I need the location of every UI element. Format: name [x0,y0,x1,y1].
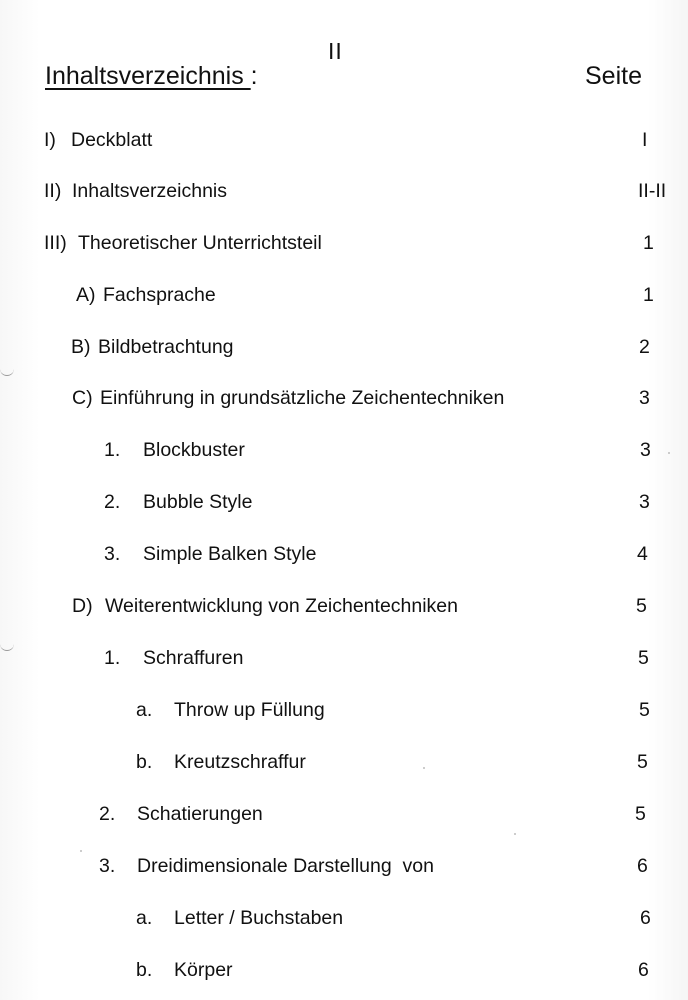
entry-marker: 2. [99,803,116,825]
page-column-heading: Seite [585,62,642,90]
entry-page: 3 [639,387,650,409]
toc-entry [0,959,688,989]
entry-marker: b. [136,959,153,981]
entry-page: 4 [637,543,648,565]
toc-entry [0,129,688,159]
entry-page: 5 [635,803,646,825]
toc-entry [0,232,688,262]
entry-label: Dreidimensionale Darstellung von [137,855,434,877]
entry-page: 1 [643,232,654,254]
entry-marker: 3. [99,855,116,877]
toc-entry [0,336,688,366]
toc-entry [0,647,688,677]
toc-entry [0,751,688,781]
entry-marker: C) [72,387,93,409]
toc-title-colon: : [250,62,258,90]
entry-marker: B) [71,336,91,358]
entry-marker: III) [44,232,67,254]
toc-title: Inhaltsverzeichnis [45,62,251,90]
toc-entry [0,387,688,417]
entry-marker: 2. [104,491,121,513]
entry-label: Deckblatt [71,129,153,151]
scan-speck [80,850,82,852]
toc-entry [0,855,688,885]
entry-page: 6 [640,907,651,929]
toc-entry [0,439,688,469]
entry-label: Schatierungen [137,803,263,825]
entry-marker: A) [76,284,96,306]
entry-label: Blockbuster [143,439,245,461]
toc-entry [0,595,688,625]
entry-page: 5 [638,647,649,669]
entry-marker: 1. [104,439,121,461]
entry-page: 1 [643,284,654,306]
entry-label: Inhaltsverzeichnis [72,180,227,202]
toc-entry [0,491,688,521]
entry-label: Körper [174,959,233,981]
entry-label: Schraffuren [143,647,244,669]
entry-page: 5 [637,751,648,773]
scan-speck [668,452,670,454]
entry-marker: II) [44,180,62,202]
entry-page: 5 [639,699,650,721]
entry-page: II-II [638,180,667,202]
entry-label: Letter / Buchstaben [174,907,344,929]
toc-entry [0,543,688,573]
entry-page: 3 [640,439,651,461]
entry-page: 5 [636,595,647,617]
entry-marker: 3. [104,543,121,565]
entry-marker: I) [44,129,56,151]
entry-label: Fachsprache [103,284,216,306]
entry-marker: a. [136,907,153,929]
entry-label: Theoretischer Unterrichtsteil [78,232,322,254]
toc-entry [0,180,688,210]
scan-speck [514,833,516,835]
toc-entry [0,699,688,729]
entry-marker: 1. [104,647,121,669]
entry-label: Bildbetrachtung [98,336,234,358]
entry-page: 6 [638,959,649,981]
entry-label: Throw up Füllung [174,699,325,721]
toc-entry [0,284,688,314]
entry-label: Weiterentwicklung von Zeichentechniken [105,595,458,617]
entry-marker: a. [136,699,153,721]
entry-page: 6 [637,855,648,877]
toc-entry [0,803,688,833]
toc-entry [0,907,688,937]
entry-label: Simple Balken Style [143,543,317,565]
entry-page: 3 [639,491,650,513]
entry-page: 2 [639,336,650,358]
entry-label: Kreutzschraffur [174,751,306,773]
entry-marker: b. [136,751,153,773]
page-number: II [328,38,343,64]
entry-label: Einführung in grundsätzliche Zeichentechniken [100,387,505,409]
scan-speck [423,767,425,769]
entry-label: Bubble Style [143,491,253,513]
entry-marker: D) [72,595,93,617]
entry-page: I [642,129,648,151]
